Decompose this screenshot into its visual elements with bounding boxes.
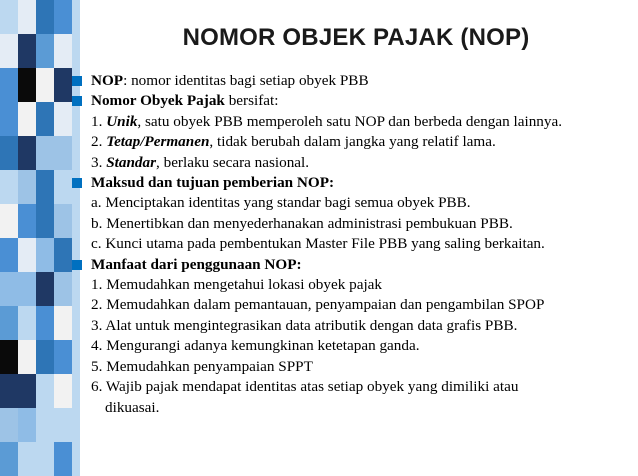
mosaic-tile <box>54 272 72 306</box>
mosaic-tile <box>0 306 18 340</box>
mosaic-tile <box>0 136 18 170</box>
mosaic-tile <box>18 306 36 340</box>
mosaic-tile <box>18 238 36 272</box>
item-number: 3. <box>91 153 107 171</box>
mosaic-tile <box>18 34 36 68</box>
mosaic-tile <box>0 408 18 442</box>
list-item <box>72 132 634 152</box>
square-bullet-icon <box>72 96 82 106</box>
mosaic-tile <box>36 170 54 204</box>
list-item: 4. Mengurangi adanya kemungkinan ketetapan ganda. <box>91 337 420 355</box>
item-term: Unik <box>106 112 138 130</box>
mosaic-tile <box>0 68 18 102</box>
list-item-continuation: dikuasai. <box>105 398 160 416</box>
list-item <box>72 153 634 173</box>
bullet-nomor-obyek-pajak <box>72 91 634 111</box>
mosaic-tile <box>72 442 80 476</box>
mosaic-tile <box>36 374 54 408</box>
mosaic-tile <box>72 0 80 34</box>
mosaic-tile <box>0 170 18 204</box>
mosaic-tile <box>54 306 72 340</box>
mosaic-tile <box>18 136 36 170</box>
list-item: 1. Memudahkan mengetahui lokasi obyek pajak <box>91 276 383 294</box>
list-item: 6. Wajib pajak mendapat identitas atas setiap obyek yang dimiliki atau <box>91 378 519 396</box>
mosaic-tile <box>18 272 36 306</box>
mosaic-tile <box>18 340 36 374</box>
mosaic-tile <box>36 136 54 170</box>
list-item: a. Menciptakan identitas yang standar bagi semua obyek PBB. <box>91 194 471 212</box>
mosaic-tile <box>54 238 72 272</box>
mosaic-tile <box>0 374 18 408</box>
mosaic-tile <box>36 68 54 102</box>
mosaic-tile <box>0 34 18 68</box>
mosaic-tile <box>54 374 72 408</box>
item-term: Tetap/Permanen <box>106 133 210 151</box>
mosaic-tile <box>0 442 18 476</box>
mosaic-tile <box>54 68 72 102</box>
mosaic-tile <box>18 204 36 238</box>
item-text: , tidak berubah dalam jangka yang relatif lama. <box>209 133 496 151</box>
mosaic-tile <box>36 272 54 306</box>
mosaic-tile <box>36 0 54 34</box>
square-bullet-icon <box>72 178 82 188</box>
list-item: 3. Alat untuk mengintegrasikan data atributik dengan data grafis PBB. <box>91 316 518 334</box>
mosaic-tile <box>54 408 72 442</box>
mosaic-tile <box>54 170 72 204</box>
mosaic-tile <box>18 442 36 476</box>
item-term: Standar <box>106 153 156 171</box>
mosaic-tile <box>72 34 80 68</box>
square-bullet-icon <box>72 76 82 86</box>
list-item: b. Menertibkan dan menyederhanakan administrasi pembukuan PBB. <box>91 214 513 232</box>
mosaic-tile <box>54 0 72 34</box>
bullet-lead: NOP <box>91 72 124 89</box>
slide-content <box>72 71 634 418</box>
bullet-nop <box>72 71 634 91</box>
mosaic-tile <box>54 442 72 476</box>
mosaic-tile <box>54 204 72 238</box>
list-item: 5. Memudahkan penyampaian SPPT <box>91 357 313 375</box>
decorative-mosaic-strip <box>0 0 80 476</box>
mosaic-tile <box>0 0 18 34</box>
list-item: c. Kunci utama pada pembentukan Master File PBB yang saling berkaitan. <box>91 235 545 253</box>
mosaic-tile <box>18 408 36 442</box>
mosaic-tile <box>36 204 54 238</box>
mosaic-tile <box>18 68 36 102</box>
bullet-maksud-tujuan <box>72 173 634 193</box>
item-text: , satu obyek PBB memperoleh satu NOP dan berbeda dengan lainnya. <box>137 112 563 130</box>
mosaic-tile <box>18 374 36 408</box>
mosaic-tile <box>54 34 72 68</box>
list-item <box>72 112 634 132</box>
bullet-text: bersifat: <box>224 92 279 110</box>
mosaic-tile <box>0 238 18 272</box>
mosaic-tile <box>0 102 18 136</box>
mosaic-tile <box>36 34 54 68</box>
bullet-manfaat <box>72 255 634 275</box>
mosaic-tile <box>0 340 18 374</box>
mosaic-tile <box>18 0 36 34</box>
mosaic-tile <box>54 102 72 136</box>
square-bullet-icon <box>72 260 82 270</box>
list-item: 2. Memudahkan dalam pemantauan, penyampaian dan pengambilan SPOP <box>91 296 545 314</box>
mosaic-tile <box>0 272 18 306</box>
bullet-lead: Nomor Obyek Pajak <box>91 92 225 110</box>
slide-title: NOMOR OBJEK PAJAK (NOP) <box>182 24 530 51</box>
mosaic-tile <box>18 102 36 136</box>
mosaic-tile <box>18 170 36 204</box>
mosaic-tile <box>36 442 54 476</box>
mosaic-tile <box>36 306 54 340</box>
item-text: , berlaku secara nasional. <box>156 153 310 171</box>
mosaic-tile <box>54 136 72 170</box>
bullet-lead: Maksud dan tujuan pemberian NOP: <box>91 174 335 192</box>
mosaic-tile <box>36 408 54 442</box>
item-number: 2. <box>91 133 107 151</box>
mosaic-tile <box>0 204 18 238</box>
mosaic-tile <box>54 340 72 374</box>
mosaic-tile <box>36 340 54 374</box>
item-number: 1. <box>91 112 107 130</box>
mosaic-tile <box>36 102 54 136</box>
bullet-text: : nomor identitas bagi setiap obyek PBB <box>123 72 369 89</box>
mosaic-tile <box>36 238 54 272</box>
bullet-lead: Manfaat dari penggunaan NOP: <box>91 255 302 273</box>
